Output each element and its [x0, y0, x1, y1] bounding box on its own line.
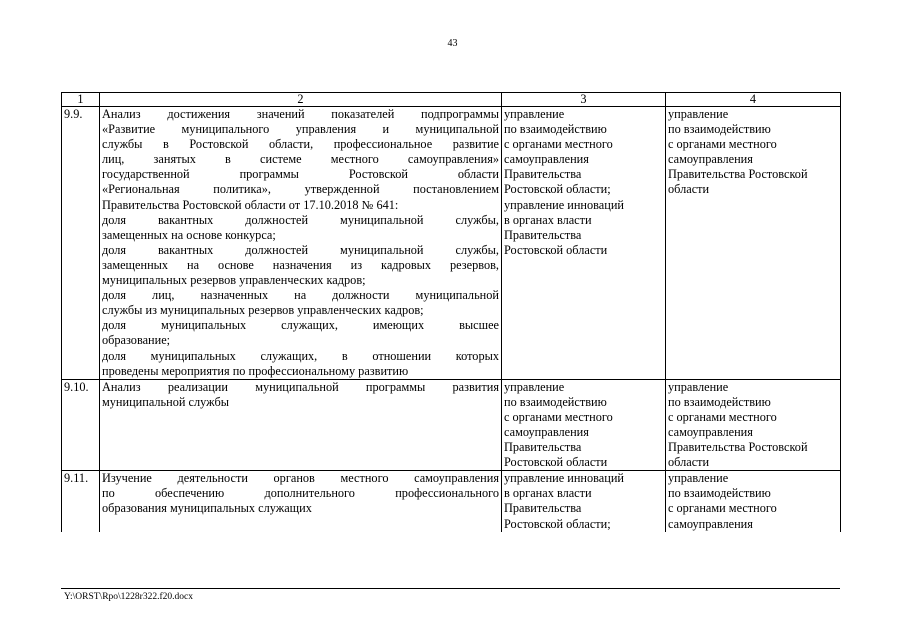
description-line: службы из муниципальных резервов управленческих кадров; — [102, 303, 424, 318]
document-table — [61, 92, 841, 532]
cell-line: Правительства — [504, 227, 582, 242]
cell-line: с органами местного — [668, 409, 777, 424]
cell-line: Правительства — [504, 501, 582, 516]
header-cell: 1 — [62, 93, 100, 107]
description-line: образование; — [102, 333, 171, 348]
description-cell — [100, 471, 502, 532]
cell-line: управление — [668, 471, 729, 486]
description-line: муниципальной службы — [102, 394, 229, 409]
cell-line: с органами местного — [668, 137, 777, 152]
row-number-cell: 9.10. — [62, 379, 100, 471]
description-line: по обеспечению дополнительного профессионального — [102, 486, 499, 501]
table-header-row — [62, 93, 841, 107]
cell-line: Правительства Ростовской — [668, 440, 808, 455]
cell-line: Ростовской области; — [504, 516, 611, 531]
cell-line: управление — [504, 107, 565, 121]
description-line: замещенных на основе конкурса; — [102, 227, 276, 242]
cell-line: Ростовской области; — [504, 182, 611, 197]
description-line: службы в Ростовской области, профессиональное развитие — [102, 137, 499, 152]
coexecutor-cell — [666, 379, 841, 471]
cell-line: управление — [668, 379, 729, 394]
description-line: Анализ достижения значений показателей подпрограммы — [102, 107, 499, 121]
description-line: доля вакантных должностей муниципальной службы, — [102, 212, 499, 227]
description-line: Правительства Ростовской области от 17.10.2018 № 641: — [102, 197, 399, 212]
responsible-cell — [502, 107, 666, 380]
header-cell: 3 — [502, 93, 666, 107]
page-number: 43 — [447, 38, 458, 49]
cell-line: по взаимодействию — [504, 122, 607, 137]
file-path-footer: Y:\ORST\Rpo\1228r322.f20.docx — [64, 592, 193, 602]
cell-line: в органах власти — [504, 212, 592, 227]
coexecutor-cell — [666, 107, 841, 380]
header-cell: 2 — [100, 93, 502, 107]
description-line: доля муниципальных служащих, в отношении которых — [102, 348, 499, 363]
cell-line: управление — [668, 107, 729, 121]
cell-line: в органах власти — [504, 486, 592, 501]
description-line: «Развитие муниципального управления и муниципальной — [102, 122, 499, 137]
row-number-cell: 9.11. — [62, 471, 100, 532]
table-row — [62, 107, 841, 380]
description-line: Изучение деятельности органов местного самоуправления — [102, 471, 499, 486]
cell-line: Правительства Ростовской — [668, 167, 808, 182]
cell-line: управление — [504, 379, 565, 394]
cell-line: самоуправления — [504, 424, 589, 439]
cell-line: с органами местного — [504, 137, 613, 152]
cell-line: по взаимодействию — [668, 486, 771, 501]
cell-line: Ростовской области — [504, 455, 608, 470]
cell-line: Ростовской области — [504, 242, 608, 257]
description-cell — [100, 107, 502, 380]
cell-line: самоуправления — [668, 152, 753, 167]
cell-line: Правительства — [504, 440, 582, 455]
cell-line: области — [668, 455, 710, 470]
cell-line: с органами местного — [668, 501, 777, 516]
row-number-cell: 9.9. — [62, 107, 100, 380]
description-line: проведены мероприятия по профессиональному развитию — [102, 363, 409, 378]
description-line: муниципальных резервов управленческих кадров; — [102, 273, 366, 288]
description-line: образования муниципальных служащих — [102, 501, 312, 516]
coexecutor-cell — [666, 471, 841, 532]
cell-line: с органами местного — [504, 409, 613, 424]
cell-line: самоуправления — [668, 424, 753, 439]
description-line: замещенных на основе назначения из кадровых резервов, — [102, 257, 499, 272]
description-line: доля вакантных должностей муниципальной службы, — [102, 242, 499, 257]
cell-line: по взаимодействию — [668, 394, 771, 409]
cell-line: самоуправления — [668, 516, 753, 531]
table-bottom-rule — [61, 588, 840, 589]
description-line: Анализ реализации муниципальной программы развития — [102, 379, 499, 394]
table-row — [62, 471, 841, 532]
cell-line: по взаимодействию — [668, 122, 771, 137]
cell-line: управление инноваций — [504, 471, 625, 486]
description-cell — [100, 379, 502, 471]
description-line: «Региональная политика», утвержденной постановлением — [102, 182, 499, 197]
responsible-cell — [502, 379, 666, 471]
description-line: доля муниципальных служащих, имеющих высшее — [102, 318, 499, 333]
description-line: государственной программы Ростовской области — [102, 167, 499, 182]
cell-line: Правительства — [504, 167, 582, 182]
cell-line: управление инноваций — [504, 197, 625, 212]
header-cell: 4 — [666, 93, 841, 107]
responsible-cell — [502, 471, 666, 532]
description-line: лиц, занятых в системе местного самоуправления» — [102, 152, 499, 167]
cell-line: по взаимодействию — [504, 394, 607, 409]
cell-line: области — [668, 182, 710, 197]
table-row — [62, 379, 841, 471]
cell-line: самоуправления — [504, 152, 589, 167]
description-line: доля лиц, назначенных на должности муниципальной — [102, 288, 499, 303]
